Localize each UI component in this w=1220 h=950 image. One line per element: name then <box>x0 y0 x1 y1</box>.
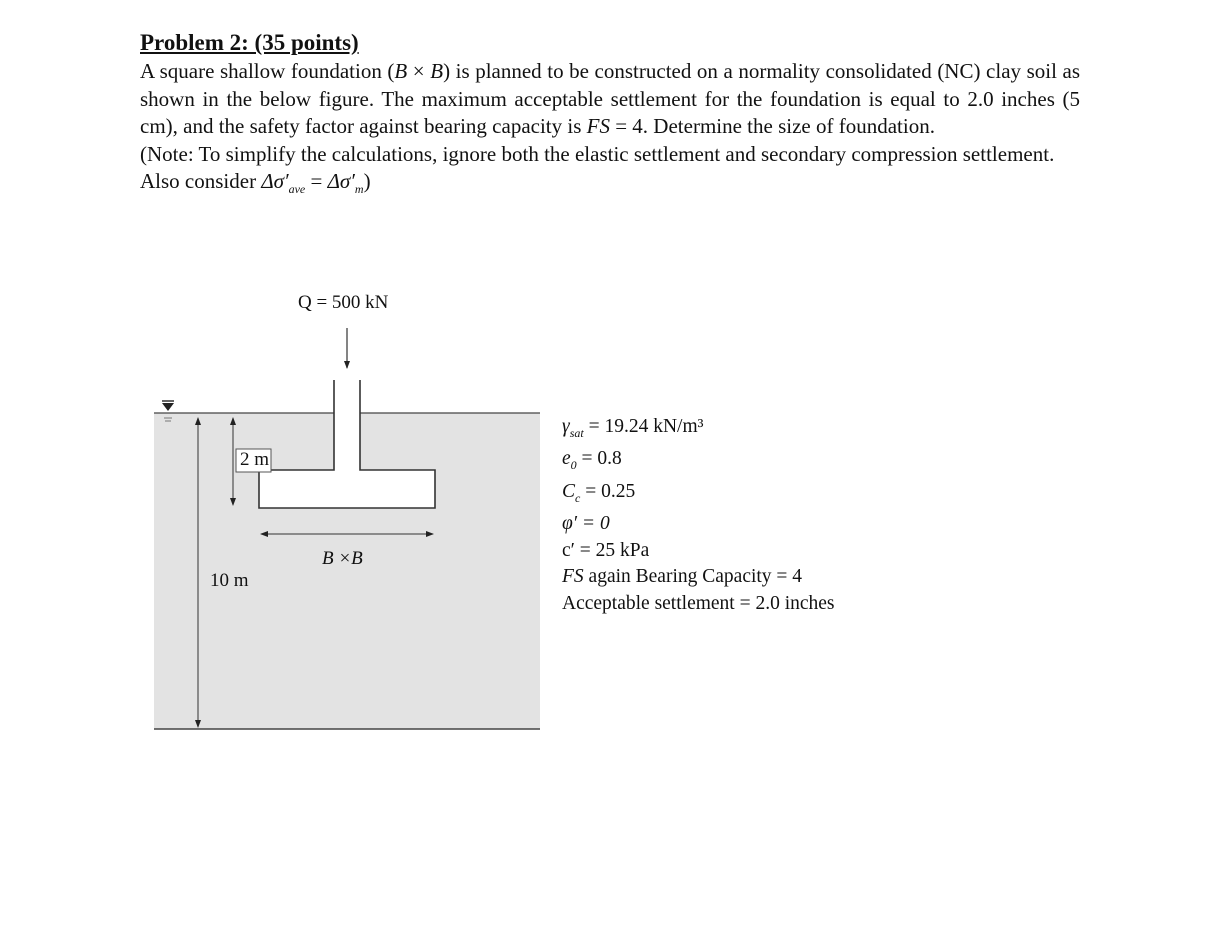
compression-index: $C_c = 0.25$ <box>562 480 636 505</box>
depth-label: 2 m <box>240 449 270 470</box>
factor-of-safety: FS again Bearing Capacity = 4 <box>562 566 803 588</box>
soil-properties <box>562 414 835 617</box>
width-label: B ×B <box>322 548 363 569</box>
problem-paragraph: A square shallow foundation (B × B) is planned to be constructed on a normality consolidated (NC) clay soil as shown in the below figure. The maximum acceptable settlement for the foundation is equal to 2.0 inches (5 cm), and the safety factor against bearing capacity is FS = 4. Determine the size of foundation. <box>140 59 1081 139</box>
void-ratio: $e_0 = 0.8$ <box>562 448 622 473</box>
problem-note: (Note: To simplify the calculations, ignore both the elastic settlement and secondary compression settlement. Also consider $\Delta\sigma'_{ave} = \Delta\sigma'_m$) <box>140 141 1055 197</box>
load-label: Q = 500 kN <box>298 292 389 313</box>
acceptable-settlement: Acceptable settlement = 2.0 inches <box>562 592 835 614</box>
gamma-sat: $\gamma_{sat} = 19.24$ kN/m³ <box>562 416 704 440</box>
problem-title: Problem 2: (35 points) <box>140 30 359 55</box>
layer-label: 10 m <box>210 570 249 591</box>
cohesion: c′ = 25 kPa <box>562 539 650 561</box>
friction-angle: φ′ = 0 <box>562 513 610 535</box>
